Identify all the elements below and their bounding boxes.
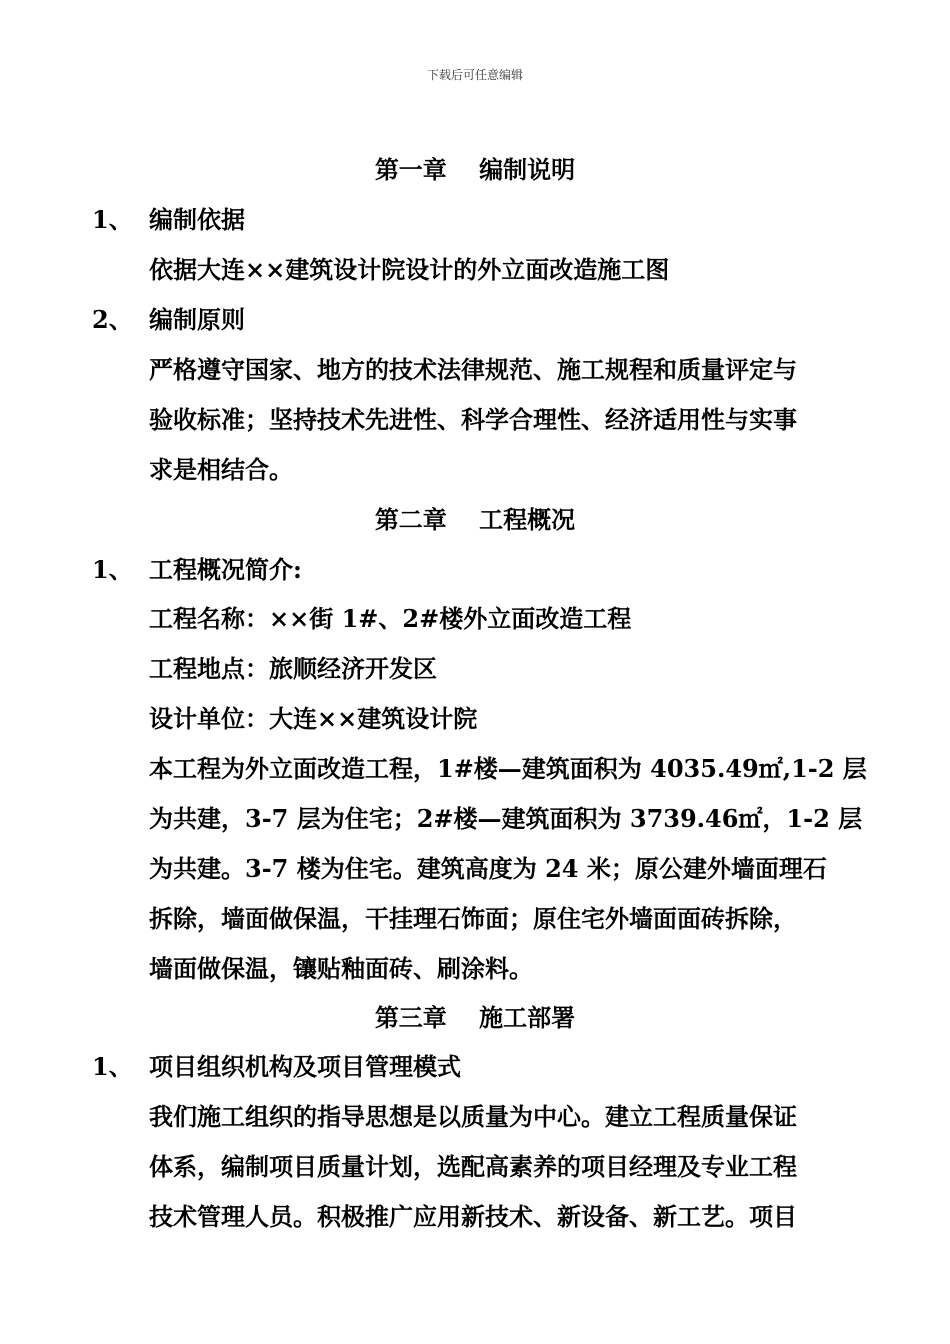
paragraph-line: 验收标准；坚持技术先进性、科学合理性、经济适用性与实事 — [149, 405, 797, 434]
paragraph-line: 设计单位：大连××建筑设计院 — [149, 704, 478, 733]
section-number: 1、 — [92, 205, 133, 234]
paragraph-line: 依据大连××建筑设计院设计的外立面改造施工图 — [149, 255, 670, 284]
paragraph-line: 工程名称：××街 1#、2#楼外立面改造工程 — [149, 604, 632, 633]
header-note: 下载后可任意编辑 — [426, 68, 523, 82]
chapter-heading: 第一章 编制说明 — [374, 155, 576, 184]
chapter-heading: 第三章 施工部署 — [374, 1003, 576, 1032]
paragraph-line: 为共建。3-7 楼为住宅。建筑高度为 24 米；原公建外墙面理石 — [149, 854, 827, 883]
section-number: 1、 — [92, 1052, 133, 1081]
paragraph-line: 我们施工组织的指导思想是以质量为中心。建立工程质量保证 — [149, 1102, 797, 1131]
paragraph-line: 本工程为外立面改造工程，1#楼—建筑面积为 4035.49㎡,1-2 层 — [149, 754, 867, 783]
section-title: 项目组织机构及项目管理模式 — [149, 1052, 461, 1081]
paragraph-line: 严格遵守国家、地方的技术法律规范、施工规程和质量评定与 — [149, 355, 797, 384]
paragraph-line: 技术管理人员。积极推广应用新技术、新设备、新工艺。项目 — [149, 1202, 797, 1231]
paragraph-line: 体系，编制项目质量计划，选配高素养的项目经理及专业工程 — [149, 1152, 797, 1181]
paragraph-line: 工程地点：旅顺经济开发区 — [149, 654, 437, 683]
section-title: 工程概况简介: — [149, 555, 302, 584]
section-number: 2、 — [92, 305, 133, 334]
chapter-heading: 第二章 工程概况 — [374, 505, 576, 534]
section-title: 编制依据 — [149, 205, 245, 234]
paragraph-line: 求是相结合。 — [149, 455, 293, 484]
paragraph-line: 为共建，3-7 层为住宅；2#楼—建筑面积为 3739.46㎡，1-2 层 — [149, 804, 863, 833]
paragraph-line: 拆除，墙面做保温，干挂理石饰面；原住宅外墙面面砖拆除， — [149, 904, 797, 933]
paragraph-line: 墙面做保温，镶贴釉面砖、刷涂料。 — [149, 954, 533, 983]
section-number: 1、 — [92, 555, 133, 584]
section-title: 编制原则 — [149, 305, 245, 334]
